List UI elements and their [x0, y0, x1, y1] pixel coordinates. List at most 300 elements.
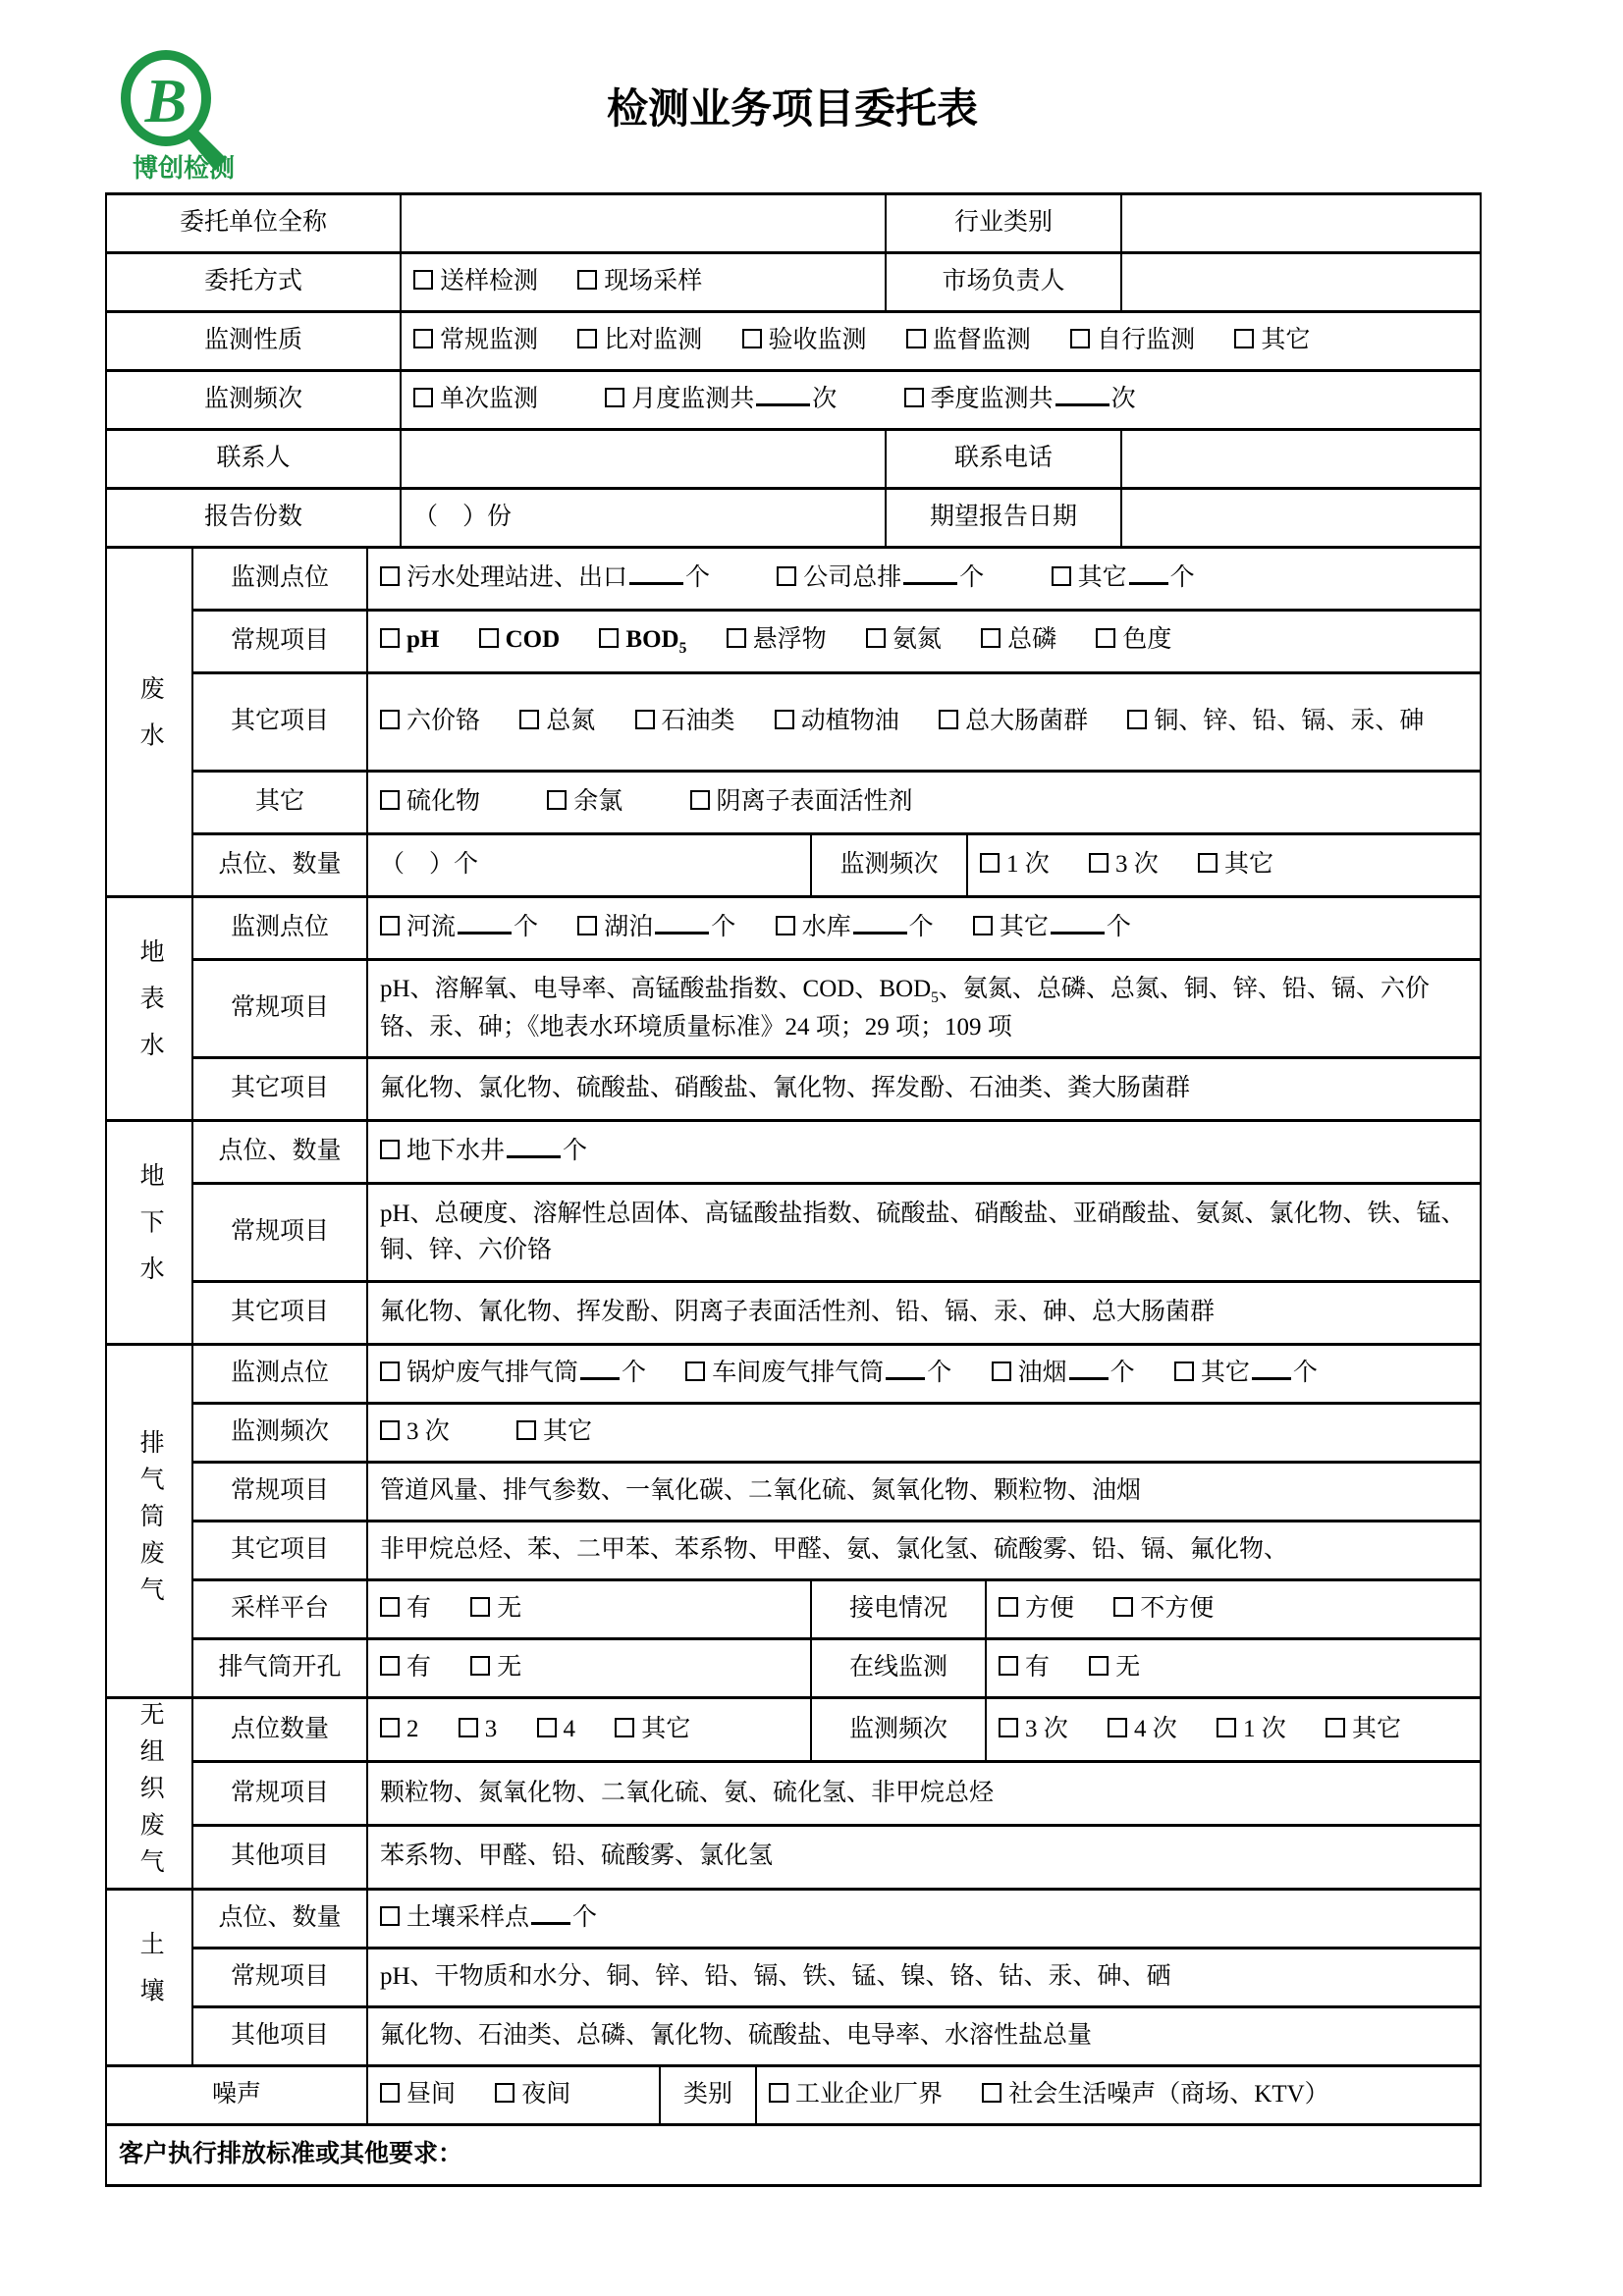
blank-line[interactable]	[580, 1373, 620, 1380]
row-groundwater-other	[106, 1282, 1481, 1345]
checkbox-unchecked[interactable]	[1096, 628, 1115, 648]
label-other: 其它	[192, 772, 367, 834]
option-label: 河流	[406, 914, 457, 941]
wastewater-routine-options	[367, 611, 1481, 673]
option-label: 方便	[1025, 1595, 1075, 1623]
option-label: 工业企业厂界	[795, 2080, 944, 2108]
option-other[interactable]	[1198, 847, 1273, 882]
option-onsite-sampling[interactable]	[577, 264, 702, 299]
option-label: 公司总排	[803, 564, 902, 592]
option-label: 地下水井	[406, 1138, 506, 1165]
option-river[interactable]	[380, 910, 538, 945]
fugitive-routine-text: 颗粒物、氮氧化物、二氧化硫、氨、硫化氢、非甲烷总烃	[367, 1761, 1481, 1825]
row-groundwater-points	[106, 1121, 1481, 1184]
option-label: 4	[563, 1715, 575, 1742]
blank-line[interactable]	[1252, 1373, 1291, 1380]
label-routine-items: 常规项目	[192, 960, 367, 1058]
option-label: 比对监测	[604, 327, 703, 354]
option-total-phosphorus[interactable]	[981, 622, 1056, 658]
option-label: 污水处理站进、出口	[406, 564, 628, 592]
soil-points-options	[367, 1889, 1481, 1948]
checkbox-unchecked[interactable]	[413, 270, 433, 290]
option-label: 其它	[999, 914, 1049, 941]
option-ammonia[interactable]	[866, 622, 942, 658]
checkbox-unchecked[interactable]	[776, 916, 795, 935]
checkbox-unchecked[interactable]	[413, 388, 433, 407]
entrust-method-options	[401, 253, 886, 312]
option-other-point[interactable]	[973, 910, 1131, 945]
checkbox-unchecked[interactable]	[777, 566, 796, 586]
row-soil-other	[106, 2006, 1481, 2065]
blank-line[interactable]	[886, 1373, 925, 1380]
option-quarterly-monitoring[interactable]	[904, 382, 1136, 417]
option-1-time[interactable]	[1217, 1712, 1286, 1747]
label-other-items: 其它项目	[192, 1058, 367, 1121]
option-suffix: 个	[927, 1360, 952, 1387]
row-monitoring-nature	[106, 312, 1481, 371]
option-no[interactable]	[470, 1591, 521, 1627]
section-label-stack-exhaust: 排气筒废气	[106, 1345, 192, 1698]
input-contact-phone[interactable]	[1121, 430, 1481, 489]
option-label: 水库	[801, 914, 851, 941]
blank-line[interactable]	[458, 928, 512, 934]
option-label: 油烟	[1017, 1360, 1067, 1387]
checkbox-unchecked[interactable]	[727, 628, 746, 648]
option-label: 夜间	[521, 2080, 571, 2108]
stack-exhaust-section	[105, 1343, 1482, 1699]
label-other-items: 其它项目	[192, 673, 367, 772]
groundwater-section	[105, 1119, 1482, 1346]
label-monitoring-frequency: 监测频次	[811, 834, 967, 897]
checkbox-unchecked[interactable]	[1089, 1656, 1109, 1676]
row-surfacewater-routine	[106, 960, 1481, 1058]
blank-line[interactable]	[1069, 1373, 1109, 1380]
label-monitoring-points: 监测点位	[192, 548, 367, 611]
checkbox-unchecked[interactable]	[605, 388, 624, 407]
option-monthly-monitoring[interactable]	[605, 382, 837, 417]
label-point-quantity: 点位、数量	[192, 1121, 367, 1184]
checkbox-unchecked[interactable]	[775, 710, 794, 729]
row-surfacewater-other	[106, 1058, 1481, 1121]
option-3-times[interactable]	[380, 1415, 450, 1450]
label-power-access: 接电情况	[811, 1580, 986, 1639]
label-routine-items: 常规项目	[192, 611, 367, 673]
checkbox-unchecked[interactable]	[495, 2083, 514, 2103]
checkbox-unchecked[interactable]	[380, 1597, 400, 1617]
option-suffix: 个	[563, 1138, 588, 1165]
page-title: 检测业务项目委托表	[606, 85, 978, 132]
label-noise: 噪声	[106, 2065, 367, 2124]
option-label: 总磷	[1007, 626, 1057, 654]
option-other-point[interactable]	[1052, 561, 1195, 596]
row-fugitive-points	[106, 1698, 1481, 1762]
noise-section	[105, 2064, 1482, 2126]
option-groundwater-well[interactable]	[380, 1134, 587, 1169]
row-entrust-method	[106, 253, 1481, 312]
checkbox-unchecked[interactable]	[479, 628, 499, 648]
section-label-fugitive-exhaust: 无组织废气	[106, 1698, 192, 1890]
option-label: 1 次	[1006, 851, 1050, 879]
checkbox-unchecked[interactable]	[615, 1718, 634, 1737]
option-animal-vegetable-oil[interactable]	[775, 704, 899, 739]
text-part: pH、溶解氧、电导率、高锰酸盐指数、COD、BOD	[380, 976, 932, 1003]
online-monitoring-options	[986, 1639, 1481, 1698]
option-other[interactable]	[1325, 1712, 1401, 1747]
stack-hole-options	[367, 1639, 811, 1698]
option-label: 有	[1025, 1654, 1051, 1682]
label-expected-report-date: 期望报告日期	[886, 489, 1121, 548]
option-yes[interactable]	[380, 1591, 431, 1627]
option-chroma[interactable]	[1096, 622, 1171, 658]
row-wastewater-other	[106, 772, 1481, 834]
surfacewater-other-text: 氟化物、氯化物、硫酸盐、硝酸盐、氰化物、挥发酚、石油类、粪大肠菌群	[367, 1058, 1481, 1121]
soil-other-text: 氟化物、石油类、总磷、氰化物、硫酸盐、电导率、水溶性盐总量	[367, 2006, 1481, 2065]
surface-water-section	[105, 895, 1482, 1122]
option-nighttime[interactable]	[495, 2077, 570, 2112]
option-other-point[interactable]	[1174, 1356, 1318, 1391]
option-company-outfall[interactable]	[777, 561, 984, 596]
checkbox-unchecked[interactable]	[999, 1656, 1018, 1676]
label-sampling-platform: 采样平台	[192, 1580, 367, 1639]
checkbox-unchecked[interactable]	[380, 2083, 400, 2103]
option-other[interactable]	[1234, 323, 1310, 358]
option-other[interactable]	[615, 1712, 690, 1747]
option-3-times[interactable]	[999, 1712, 1068, 1747]
option-3-times[interactable]	[1089, 847, 1159, 882]
option-label: 现场采样	[604, 268, 703, 295]
checkbox-unchecked[interactable]	[470, 1597, 490, 1617]
checkbox-unchecked[interactable]	[1234, 329, 1254, 348]
option-suffix: 个	[572, 1903, 598, 1931]
checkbox-unchecked[interactable]	[380, 1656, 400, 1676]
option-label: 锅炉废气排气筒	[406, 1360, 579, 1387]
checkbox-unchecked[interactable]	[685, 1362, 705, 1381]
option-total-nitrogen[interactable]	[519, 704, 595, 739]
option-suffix: 个	[908, 914, 934, 941]
wastewater-frequency-options	[967, 834, 1481, 897]
wastewater-points-options	[367, 548, 1481, 611]
fugitive-other-text: 苯系物、甲醛、铅、硫酸雾、氯化氢	[367, 1825, 1481, 1889]
checkbox-unchecked[interactable]	[904, 388, 924, 407]
surfacewater-points-options	[367, 897, 1481, 960]
option-other[interactable]	[516, 1415, 592, 1450]
option-suffix: 个	[1109, 1360, 1135, 1387]
checkbox-unchecked[interactable]	[980, 853, 1000, 873]
label-routine-items: 常规项目	[192, 1463, 367, 1522]
checkbox-unchecked[interactable]	[380, 1906, 400, 1926]
option-label: 余氯	[573, 788, 623, 816]
option-label: 1 次	[1243, 1715, 1286, 1742]
option-reservoir[interactable]	[776, 910, 934, 945]
checkbox-unchecked[interactable]	[577, 916, 597, 935]
label-routine-items: 常规项目	[192, 1184, 367, 1282]
checkbox-unchecked[interactable]	[459, 1718, 478, 1737]
option-label: 土壤采样点	[406, 1903, 530, 1931]
option-boiler-stack[interactable]	[380, 1356, 646, 1391]
checkbox-unchecked[interactable]	[380, 790, 400, 810]
label-entrust-method: 委托方式	[106, 253, 401, 312]
checkbox-unchecked[interactable]	[516, 1420, 536, 1440]
soil-routine-text: pH、干物质和水分、铜、锌、铅、镉、铁、锰、镍、铬、钴、汞、砷、硒	[367, 1948, 1481, 2006]
noise-time-options	[367, 2065, 660, 2124]
label-monitoring-nature: 监测性质	[106, 312, 401, 371]
option-label: 监督监测	[932, 327, 1031, 354]
top-info-table	[105, 192, 1482, 549]
option-hexavalent-chromium[interactable]	[380, 704, 480, 739]
label-stack-sampling-hole: 排气筒开孔	[192, 1639, 367, 1698]
option-comparison-monitoring[interactable]	[577, 323, 702, 358]
option-daytime[interactable]	[380, 2077, 456, 2112]
checkbox-unchecked[interactable]	[906, 329, 926, 348]
label-other-items: 其它项目	[192, 1282, 367, 1345]
row-wastewater-points	[106, 548, 1481, 611]
row-stack-hole	[106, 1639, 1481, 1698]
input-contact-person[interactable]	[401, 430, 886, 489]
option-label: 季度监测共	[930, 386, 1054, 413]
checkbox-unchecked[interactable]	[1127, 710, 1147, 729]
row-soil-routine	[106, 1948, 1481, 2006]
checkbox-unchecked[interactable]	[1113, 1597, 1133, 1617]
blank-line[interactable]	[1051, 928, 1105, 934]
row-stack-other-items	[106, 1522, 1481, 1580]
checkbox-unchecked[interactable]	[380, 566, 400, 586]
label-other-items: 其他项目	[192, 2006, 367, 2065]
checkbox-unchecked[interactable]	[690, 790, 710, 810]
checkbox-unchecked[interactable]	[973, 916, 993, 935]
option-label: 色度	[1122, 626, 1172, 654]
option-suffix: 个	[959, 564, 985, 592]
option-fume[interactable]	[992, 1356, 1135, 1391]
row-monitoring-frequency	[106, 371, 1481, 430]
option-2-points[interactable]	[380, 1712, 419, 1747]
fugitive-frequency-options	[986, 1698, 1481, 1762]
input-report-copies[interactable]: （ ）份	[401, 489, 886, 548]
checkbox-unchecked[interactable]	[635, 710, 655, 729]
option-label: 其它	[1352, 1715, 1402, 1742]
checkbox-unchecked[interactable]	[1108, 1718, 1127, 1737]
checkbox-unchecked[interactable]	[1089, 853, 1109, 873]
option-label: 有	[406, 1595, 432, 1623]
row-customer-requirement	[106, 2124, 1481, 2185]
option-workshop-stack[interactable]	[685, 1356, 951, 1391]
option-no[interactable]	[1089, 1650, 1140, 1685]
checkbox-unchecked[interactable]	[380, 916, 400, 935]
checkbox-unchecked[interactable]	[1174, 1362, 1194, 1381]
option-label: 2	[406, 1715, 419, 1742]
checkbox-unchecked[interactable]	[1217, 1718, 1236, 1737]
option-petroleum[interactable]	[635, 704, 735, 739]
input-market-manager[interactable]	[1121, 253, 1481, 312]
option-4-times[interactable]	[1108, 1712, 1177, 1747]
option-label: 无	[1115, 1654, 1141, 1682]
option-label: 3 次	[1115, 851, 1159, 879]
checkbox-unchecked[interactable]	[866, 628, 886, 648]
option-label: 常规监测	[440, 327, 539, 354]
row-stack-frequency	[106, 1404, 1481, 1463]
checkbox-unchecked[interactable]	[519, 710, 539, 729]
stack-points-options	[367, 1345, 1481, 1404]
label-entrust-unit-name: 委托单位全称	[106, 194, 401, 253]
option-label: 其它	[1261, 327, 1311, 354]
checkbox-unchecked[interactable]	[599, 628, 619, 648]
checkbox-unchecked[interactable]	[992, 1362, 1011, 1381]
option-suffix: 次	[1110, 386, 1136, 413]
row-noise	[106, 2065, 1481, 2124]
option-label: 石油类	[661, 708, 735, 735]
input-entrust-unit-name[interactable]	[401, 194, 886, 253]
customer-requirement-section	[105, 2123, 1482, 2187]
option-4-points[interactable]	[537, 1712, 576, 1747]
option-social-noise[interactable]	[982, 2077, 1328, 2112]
option-industrial-boundary[interactable]	[769, 2077, 943, 2112]
checkbox-unchecked[interactable]	[1052, 566, 1071, 586]
checkbox-unchecked[interactable]	[982, 2083, 1001, 2103]
groundwater-other-text: 氟化物、氰化物、挥发酚、阴离子表面活性剂、铅、镉、汞、砷、总大肠菌群	[367, 1282, 1481, 1345]
checkbox-unchecked[interactable]	[380, 1140, 400, 1159]
input-industry-type[interactable]	[1121, 194, 1481, 253]
row-wastewater-count	[106, 834, 1481, 897]
row-stack-routine	[106, 1463, 1481, 1522]
option-suspended-solids[interactable]	[727, 622, 827, 658]
checkbox-unchecked[interactable]	[537, 1718, 557, 1737]
wastewater-other-options	[367, 673, 1481, 772]
option-label: 送样检测	[440, 268, 539, 295]
option-label: 阴离子表面活性剂	[716, 788, 913, 816]
option-label: 湖泊	[604, 914, 654, 941]
checkbox-unchecked[interactable]	[1198, 853, 1217, 873]
checkbox-unchecked[interactable]	[380, 628, 400, 648]
option-soil-sampling-point[interactable]	[380, 1900, 597, 1936]
row-soil-points	[106, 1889, 1481, 1948]
option-label: 其它	[1224, 851, 1274, 879]
logo-text: 博创检测	[132, 153, 236, 183]
checkbox-unchecked[interactable]	[577, 270, 597, 290]
option-label: 其它	[1200, 1360, 1250, 1387]
input-customer-requirement[interactable]: 客户执行排放标准或其他要求：	[106, 2124, 1481, 2185]
option-total-coliform[interactable]	[939, 704, 1088, 739]
option-sewage-station[interactable]	[380, 561, 710, 596]
blank-line[interactable]	[853, 928, 907, 934]
fugitive-exhaust-section	[105, 1696, 1482, 1891]
row-surfacewater-points	[106, 897, 1481, 960]
option-label: 4 次	[1134, 1715, 1177, 1742]
checkbox-unchecked[interactable]	[380, 1420, 400, 1440]
checkbox-unchecked[interactable]	[380, 1362, 400, 1381]
option-label: COD	[505, 626, 561, 654]
option-heavy-metals[interactable]	[1127, 708, 1424, 734]
option-1-time[interactable]	[980, 847, 1050, 882]
row-wastewater-routine	[106, 611, 1481, 673]
blank-line[interactable]	[655, 928, 709, 934]
option-inconvenient[interactable]	[1113, 1591, 1214, 1627]
option-routine-monitoring[interactable]	[413, 323, 538, 358]
blank-line[interactable]	[903, 578, 957, 585]
option-label: 六价铬	[406, 708, 481, 735]
label-other-items: 其它项目	[192, 1522, 367, 1580]
checkbox-unchecked[interactable]	[380, 710, 400, 729]
option-label: 社会生活噪声（商场、KTV）	[1008, 2080, 1329, 2108]
option-lake[interactable]	[577, 910, 735, 945]
option-label: 悬浮物	[752, 626, 827, 654]
option-anionic-surfactant[interactable]	[690, 784, 913, 820]
checkbox-unchecked[interactable]	[742, 329, 762, 348]
option-cod[interactable]	[479, 622, 561, 658]
option-label: 验收监测	[768, 327, 867, 354]
checkbox-unchecked[interactable]	[1325, 1718, 1345, 1737]
commission-form-table	[105, 192, 1480, 2187]
blank-line[interactable]	[756, 400, 810, 406]
option-label: 总氮	[546, 708, 596, 735]
checkbox-unchecked[interactable]	[380, 1718, 400, 1737]
fugitive-points-options	[367, 1698, 811, 1762]
input-expected-report-date[interactable]	[1121, 489, 1481, 548]
option-label: 3 次	[1025, 1715, 1068, 1742]
option-convenient[interactable]	[999, 1591, 1074, 1627]
checkbox-unchecked[interactable]	[999, 1597, 1018, 1617]
section-label-wastewater: 废水	[106, 548, 192, 897]
label-contact-phone: 联系电话	[886, 430, 1121, 489]
row-stack-points	[106, 1345, 1481, 1404]
checkbox-unchecked[interactable]	[577, 329, 597, 348]
option-yes[interactable]	[999, 1650, 1050, 1685]
option-suffix: 个	[1292, 1360, 1318, 1387]
checkbox-unchecked[interactable]	[413, 329, 433, 348]
label-contact-person: 联系人	[106, 430, 401, 489]
checkbox-unchecked[interactable]	[939, 710, 958, 729]
option-sample-delivery[interactable]	[413, 264, 538, 299]
option-ph[interactable]	[380, 622, 439, 658]
checkbox-unchecked[interactable]	[547, 790, 567, 810]
row-entrust-unit	[106, 194, 1481, 253]
option-3-points[interactable]	[459, 1712, 498, 1747]
option-label: 硫化物	[406, 788, 481, 816]
checkbox-unchecked[interactable]	[1070, 329, 1090, 348]
row-fugitive-routine	[106, 1761, 1481, 1825]
input-point-quantity[interactable]: （ ）个	[367, 834, 811, 897]
label-monitoring-frequency: 监测频次	[106, 371, 401, 430]
option-label: 氨氮	[892, 626, 942, 654]
blank-line[interactable]	[1129, 578, 1168, 585]
option-label: 无	[497, 1654, 522, 1682]
blank-line[interactable]	[507, 1151, 561, 1158]
option-label: 3 次	[406, 1418, 450, 1446]
section-label-surface-water: 地表水	[106, 897, 192, 1121]
checkbox-unchecked[interactable]	[981, 628, 1001, 648]
option-single-monitoring[interactable]	[413, 382, 538, 417]
option-label: 总大肠菌群	[965, 708, 1089, 735]
option-suffix: 个	[1106, 914, 1131, 941]
option-suffix: 个	[685, 564, 711, 592]
option-sulfide[interactable]	[380, 784, 480, 820]
blank-line[interactable]	[629, 578, 683, 585]
blank-line[interactable]	[1055, 400, 1109, 406]
label-other-items: 其他项目	[192, 1825, 367, 1889]
option-no[interactable]	[470, 1650, 521, 1685]
blank-line[interactable]	[531, 1918, 570, 1925]
monitoring-frequency-options	[401, 371, 1481, 430]
option-self-monitoring[interactable]	[1070, 323, 1195, 358]
soil-section	[105, 1888, 1482, 2067]
checkbox-unchecked[interactable]	[769, 2083, 788, 2103]
option-bod5[interactable]	[599, 622, 686, 660]
option-acceptance-monitoring[interactable]	[742, 323, 867, 358]
option-supervision-monitoring[interactable]	[906, 323, 1031, 358]
checkbox-unchecked[interactable]	[470, 1656, 490, 1676]
option-yes[interactable]	[380, 1650, 431, 1685]
option-residual-chlorine[interactable]	[547, 784, 622, 820]
label-monitoring-points: 监测点位	[192, 1345, 367, 1404]
checkbox-unchecked[interactable]	[999, 1718, 1018, 1737]
